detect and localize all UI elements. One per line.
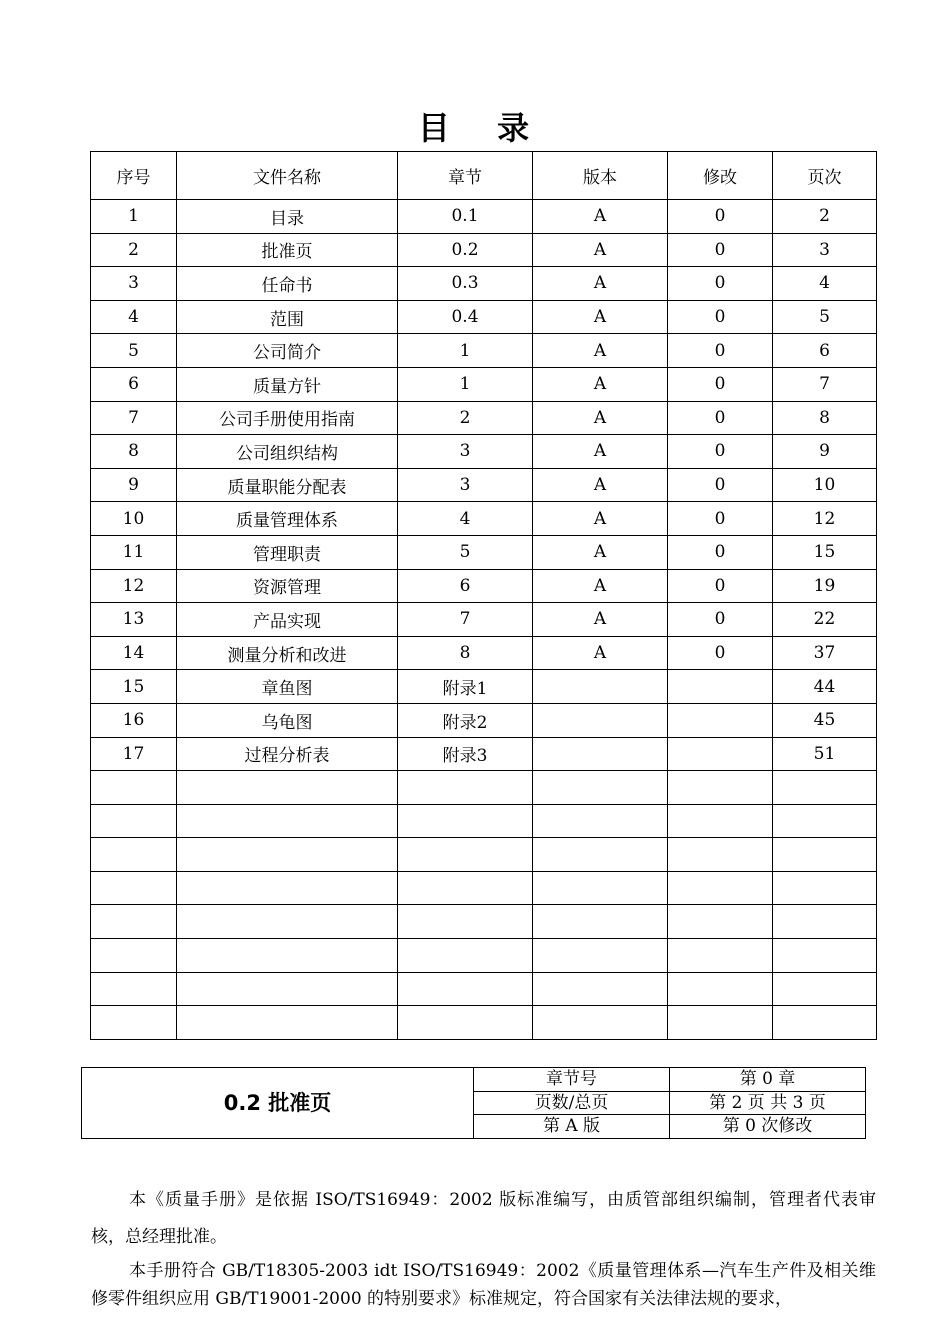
- cell-page: 7: [773, 367, 877, 401]
- cell-chapter: 2: [398, 401, 533, 435]
- empty-cell: [773, 939, 877, 973]
- empty-table-row: [91, 939, 877, 973]
- body-paragraph-2: 本手册符合 GB/T18305-2003 idt ISO/TS16949：2002《质量管理体系—汽车生产件及相关维修零件组织应用 GB/T19001-2000 的特别要求》标准规定，符合国家有关法律法规的要求，: [91, 1261, 876, 1309]
- empty-cell: [668, 771, 773, 805]
- cell-page: 4: [773, 267, 877, 301]
- empty-cell: [398, 972, 533, 1006]
- cell-version: A: [533, 300, 668, 334]
- cell-filename: 目录: [177, 200, 398, 234]
- table-row: [91, 535, 877, 569]
- cell-revision: [668, 670, 773, 704]
- empty-cell: [668, 905, 773, 939]
- empty-cell: [533, 804, 668, 838]
- empty-cell: [177, 905, 398, 939]
- table-row: [91, 401, 877, 435]
- cell-revision: 0: [668, 300, 773, 334]
- empty-cell: [668, 972, 773, 1006]
- cell-page: 3: [773, 233, 877, 267]
- cell-chapter: 6: [398, 569, 533, 603]
- empty-cell: [398, 871, 533, 905]
- cell-index: 10: [91, 502, 177, 536]
- cell-version: A: [533, 401, 668, 435]
- empty-table-row: [91, 871, 877, 905]
- cell-chapter: 3: [398, 435, 533, 469]
- empty-cell: [668, 871, 773, 905]
- empty-cell: [91, 972, 177, 1006]
- cell-version: A: [533, 569, 668, 603]
- empty-cell: [177, 838, 398, 872]
- cell-version: [533, 703, 668, 737]
- cell-revision: 0: [668, 200, 773, 234]
- cell-chapter: 0.1: [398, 200, 533, 234]
- empty-cell: [668, 1006, 773, 1040]
- cell-chapter: 8: [398, 636, 533, 670]
- col-header-index: 序号: [91, 152, 177, 200]
- empty-cell: [398, 1006, 533, 1040]
- col-header-chapter: 章节: [398, 152, 533, 200]
- empty-cell: [533, 905, 668, 939]
- cell-revision: 0: [668, 603, 773, 637]
- cell-version: A: [533, 267, 668, 301]
- col-header-version: 版本: [533, 152, 668, 200]
- cell-filename: 测量分析和改进: [177, 636, 398, 670]
- cell-chapter: 附录3: [398, 737, 533, 771]
- empty-cell: [533, 939, 668, 973]
- empty-cell: [773, 771, 877, 805]
- table-row: [91, 200, 877, 234]
- cell-filename: 任命书: [177, 267, 398, 301]
- table-row: [91, 233, 877, 267]
- section-title: 0.2 批准页: [82, 1068, 474, 1139]
- cell-page: 45: [773, 703, 877, 737]
- cell-version: A: [533, 603, 668, 637]
- toc-body: [91, 200, 877, 1040]
- cell-index: 7: [91, 401, 177, 435]
- cell-version: A: [533, 468, 668, 502]
- empty-cell: [533, 871, 668, 905]
- empty-table-row: [91, 838, 877, 872]
- toc-title: 目 录: [417, 109, 548, 147]
- empty-cell: [773, 905, 877, 939]
- cell-chapter: 4: [398, 502, 533, 536]
- empty-cell: [91, 871, 177, 905]
- empty-cell: [91, 1006, 177, 1040]
- cell-version: A: [533, 636, 668, 670]
- cell-index: 14: [91, 636, 177, 670]
- empty-cell: [177, 804, 398, 838]
- toc-header-row: [91, 152, 877, 200]
- cell-revision: 0: [668, 233, 773, 267]
- table-row: [91, 367, 877, 401]
- header-label-chapter: 章节号: [474, 1068, 670, 1092]
- cell-filename: 资源管理: [177, 569, 398, 603]
- col-header-filename: 文件名称: [177, 152, 398, 200]
- empty-cell: [177, 871, 398, 905]
- cell-index: 8: [91, 435, 177, 469]
- empty-cell: [668, 804, 773, 838]
- header-label-version: 第 A 版: [474, 1115, 670, 1139]
- empty-cell: [91, 905, 177, 939]
- table-row: [91, 703, 877, 737]
- cell-version: A: [533, 233, 668, 267]
- cell-revision: 0: [668, 535, 773, 569]
- empty-cell: [668, 838, 773, 872]
- empty-table-row: [91, 1006, 877, 1040]
- cell-revision: 0: [668, 636, 773, 670]
- empty-cell: [177, 972, 398, 1006]
- col-header-page: 页次: [773, 152, 877, 200]
- cell-version: A: [533, 535, 668, 569]
- cell-index: 2: [91, 233, 177, 267]
- cell-index: 9: [91, 468, 177, 502]
- cell-chapter: 附录1: [398, 670, 533, 704]
- cell-page: 2: [773, 200, 877, 234]
- cell-filename: 质量职能分配表: [177, 468, 398, 502]
- toc-table: [90, 151, 877, 1040]
- cell-version: A: [533, 435, 668, 469]
- empty-cell: [398, 939, 533, 973]
- empty-cell: [177, 771, 398, 805]
- table-row: [91, 267, 877, 301]
- cell-page: 22: [773, 603, 877, 637]
- header-value-revision: 第 0 次修改: [670, 1115, 866, 1139]
- cell-revision: 0: [668, 569, 773, 603]
- cell-filename: 管理职责: [177, 535, 398, 569]
- cell-chapter: 附录2: [398, 703, 533, 737]
- cell-revision: [668, 703, 773, 737]
- cell-filename: 公司手册使用指南: [177, 401, 398, 435]
- cell-chapter: 7: [398, 603, 533, 637]
- cell-index: 11: [91, 535, 177, 569]
- cell-filename: 批准页: [177, 233, 398, 267]
- cell-index: 12: [91, 569, 177, 603]
- empty-cell: [398, 771, 533, 805]
- cell-page: 44: [773, 670, 877, 704]
- cell-page: 6: [773, 334, 877, 368]
- cell-revision: [668, 737, 773, 771]
- empty-cell: [91, 771, 177, 805]
- col-header-revision: 修改: [668, 152, 773, 200]
- cell-version: A: [533, 367, 668, 401]
- empty-cell: [668, 939, 773, 973]
- empty-cell: [398, 838, 533, 872]
- cell-index: 16: [91, 703, 177, 737]
- cell-filename: 范围: [177, 300, 398, 334]
- empty-table-row: [91, 771, 877, 805]
- cell-version: A: [533, 200, 668, 234]
- cell-page: 37: [773, 636, 877, 670]
- cell-revision: 0: [668, 468, 773, 502]
- cell-chapter: 0.3: [398, 267, 533, 301]
- table-row: [91, 670, 877, 704]
- empty-cell: [177, 939, 398, 973]
- header-label-pages: 页数/总页: [474, 1091, 670, 1115]
- empty-cell: [533, 1006, 668, 1040]
- cell-revision: 0: [668, 367, 773, 401]
- cell-page: 5: [773, 300, 877, 334]
- body-paragraph-1: 本《质量手册》是依据 ISO/TS16949：2002 版标准编写，由质管部组织编制，管理者代表审核，总经理批准。: [91, 1190, 876, 1247]
- cell-filename: 质量管理体系: [177, 502, 398, 536]
- cell-index: 15: [91, 670, 177, 704]
- cell-version: A: [533, 502, 668, 536]
- cell-filename: 公司简介: [177, 334, 398, 368]
- approval-header-block: [81, 1067, 866, 1139]
- cell-index: 5: [91, 334, 177, 368]
- cell-page: 51: [773, 737, 877, 771]
- cell-page: 12: [773, 502, 877, 536]
- empty-cell: [398, 905, 533, 939]
- cell-page: 9: [773, 435, 877, 469]
- cell-filename: 过程分析表: [177, 737, 398, 771]
- header-value-chapter: 第 0 章: [670, 1068, 866, 1092]
- empty-cell: [91, 939, 177, 973]
- cell-page: 8: [773, 401, 877, 435]
- cell-filename: 质量方针: [177, 367, 398, 401]
- cell-version: [533, 670, 668, 704]
- empty-cell: [91, 838, 177, 872]
- table-row: [91, 636, 877, 670]
- cell-chapter: 0.4: [398, 300, 533, 334]
- table-row: [91, 502, 877, 536]
- cell-index: 3: [91, 267, 177, 301]
- table-row: [91, 334, 877, 368]
- cell-revision: 0: [668, 502, 773, 536]
- empty-cell: [533, 972, 668, 1006]
- table-row: [91, 435, 877, 469]
- empty-cell: [533, 771, 668, 805]
- cell-filename: 章鱼图: [177, 670, 398, 704]
- empty-cell: [773, 804, 877, 838]
- table-row: [91, 300, 877, 334]
- cell-filename: 公司组织结构: [177, 435, 398, 469]
- empty-cell: [773, 871, 877, 905]
- cell-revision: 0: [668, 334, 773, 368]
- empty-cell: [177, 1006, 398, 1040]
- cell-chapter: 3: [398, 468, 533, 502]
- empty-table-row: [91, 804, 877, 838]
- cell-index: 1: [91, 200, 177, 234]
- cell-page: 19: [773, 569, 877, 603]
- empty-cell: [773, 972, 877, 1006]
- empty-table-row: [91, 905, 877, 939]
- cell-filename: 乌龟图: [177, 703, 398, 737]
- cell-revision: 0: [668, 435, 773, 469]
- cell-index: 13: [91, 603, 177, 637]
- cell-revision: 0: [668, 401, 773, 435]
- empty-cell: [91, 804, 177, 838]
- empty-cell: [773, 1006, 877, 1040]
- table-row: [91, 569, 877, 603]
- cell-version: [533, 737, 668, 771]
- empty-cell: [533, 838, 668, 872]
- cell-filename: 产品实现: [177, 603, 398, 637]
- table-row: [91, 737, 877, 771]
- header-value-pages: 第 2 页 共 3 页: [670, 1091, 866, 1115]
- cell-index: 4: [91, 300, 177, 334]
- cell-revision: 0: [668, 267, 773, 301]
- cell-page: 15: [773, 535, 877, 569]
- cell-chapter: 5: [398, 535, 533, 569]
- cell-chapter: 1: [398, 334, 533, 368]
- table-row: [91, 603, 877, 637]
- cell-chapter: 0.2: [398, 233, 533, 267]
- empty-cell: [773, 838, 877, 872]
- cell-chapter: 1: [398, 367, 533, 401]
- cell-page: 10: [773, 468, 877, 502]
- empty-table-row: [91, 972, 877, 1006]
- empty-cell: [398, 804, 533, 838]
- cell-index: 6: [91, 367, 177, 401]
- cell-version: A: [533, 334, 668, 368]
- table-row: [91, 468, 877, 502]
- cell-index: 17: [91, 737, 177, 771]
